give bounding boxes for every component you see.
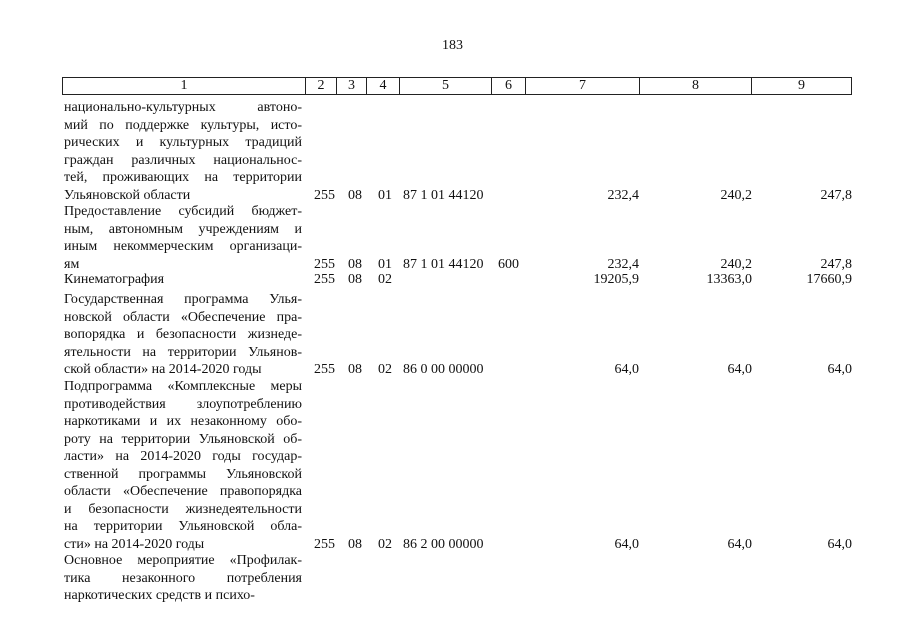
description-line: мий по поддержке культуры, исто- — [64, 117, 302, 133]
cell-col-3: 08 — [348, 362, 362, 377]
description-line: вопорядка и безопасности жизнеде- — [64, 327, 302, 342]
description-line: новской области «Обеспечение пра- — [64, 309, 302, 325]
description-line: тей, проживающих на территории — [64, 170, 302, 185]
cell-col-5: 87 1 01 44120 — [403, 187, 484, 203]
cell-col-5: 86 2 00 00000 — [403, 536, 484, 552]
row-description — [64, 203, 302, 273]
description-line: Ульяновской области — [64, 187, 191, 203]
cell-col-9: 64,0 — [827, 536, 852, 552]
description-line: роту на территории Ульяновской об- — [64, 431, 302, 447]
table-header — [62, 77, 852, 95]
description-line: иным некоммерческим организаци- — [64, 239, 302, 254]
description-line: Кинематография — [64, 272, 165, 287]
header-col-5: 5 — [400, 78, 492, 94]
cell-col-9: 247,8 — [820, 256, 852, 272]
description-line: наркотических средств и психо- — [64, 588, 255, 603]
header-col-9: 9 — [798, 78, 805, 93]
row-description — [64, 552, 302, 605]
cell-col-4: 02 — [378, 272, 392, 287]
cell-col-9: 64,0 — [827, 362, 852, 377]
description-line: граждан различных национальнос- — [64, 152, 302, 168]
description-line: сти» на 2014-2020 годы — [64, 536, 205, 552]
cell-col-3: 08 — [348, 536, 362, 552]
header-col-6: 6 — [492, 78, 526, 94]
description-line: ласти» на 2014-2020 годы государ- — [64, 449, 302, 464]
cell-col-7: 232,4 — [607, 187, 639, 203]
description-line: национально-культурных автоно- — [64, 100, 302, 115]
cell-col-5: 86 0 00 00000 — [403, 362, 484, 377]
page-number: 183 — [442, 38, 463, 53]
cell-col-9: 247,8 — [820, 187, 852, 203]
description-line: Подпрограмма «Комплексные меры — [64, 379, 302, 394]
row-description — [64, 378, 302, 553]
description-line: ской области» на 2014-2020 годы — [64, 362, 262, 377]
description-line: наркотиками и их незаконному обо- — [64, 414, 302, 429]
description-line: Предоставление субсидий бюджет- — [64, 204, 302, 219]
cell-col-8: 64,0 — [727, 536, 752, 552]
header-col-4: 4 — [367, 78, 400, 94]
description-line: ственной программы Ульяновской — [64, 466, 302, 482]
description-line: ятельности на территории Ульянов- — [64, 344, 302, 360]
cell-col-4: 02 — [378, 536, 392, 552]
header-col-3: 3 — [337, 78, 367, 94]
cell-col-7: 64,0 — [614, 362, 639, 377]
description-line: на территории Ульяновской обла- — [64, 519, 302, 534]
cell-col-9: 17660,9 — [806, 272, 852, 287]
cell-col-8: 240,2 — [720, 187, 752, 203]
description-line: ным, автономным учреждениям и — [64, 221, 302, 237]
description-line: тика незаконного потребления — [64, 570, 302, 586]
cell-col-8: 13363,0 — [706, 272, 752, 287]
cell-col-5: 87 1 01 44120 — [403, 256, 484, 272]
cell-col-3: 08 — [348, 256, 362, 272]
cell-col-8: 240,2 — [720, 256, 752, 272]
cell-col-3: 08 — [348, 272, 362, 287]
header-col-8: 8 — [640, 78, 752, 94]
cell-col-2: 255 — [314, 362, 335, 377]
cell-col-2: 255 — [314, 187, 335, 203]
description-line: Государственная программа Улья- — [64, 292, 302, 307]
header-col-7: 7 — [526, 78, 640, 94]
cell-col-8: 64,0 — [727, 362, 752, 377]
cell-col-2: 255 — [314, 272, 335, 287]
cell-col-4: 01 — [378, 187, 392, 203]
row-description — [64, 99, 302, 204]
row-description — [64, 271, 302, 289]
row-description — [64, 291, 302, 379]
description-line: и безопасности жизнедеятельности — [64, 501, 302, 517]
cell-col-3: 08 — [348, 187, 362, 203]
cell-col-2: 255 — [314, 536, 335, 552]
cell-col-2: 255 — [314, 256, 335, 272]
description-line: рических и культурных традиций — [64, 135, 302, 150]
header-col-2: 2 — [306, 78, 337, 94]
description-line: области «Обеспечение правопорядка — [64, 484, 302, 499]
cell-col-4: 01 — [378, 256, 392, 272]
cell-col-6: 600 — [498, 256, 519, 272]
cell-col-7: 64,0 — [614, 536, 639, 552]
description-line: противодействия злоупотреблению — [64, 396, 302, 412]
cell-col-7: 19205,9 — [593, 272, 639, 287]
cell-col-4: 02 — [378, 362, 392, 377]
description-line: ям — [64, 256, 80, 272]
cell-col-7: 232,4 — [607, 256, 639, 272]
description-line: Основное мероприятие «Профилак- — [64, 553, 302, 568]
header-col-1: 1 — [63, 78, 306, 94]
